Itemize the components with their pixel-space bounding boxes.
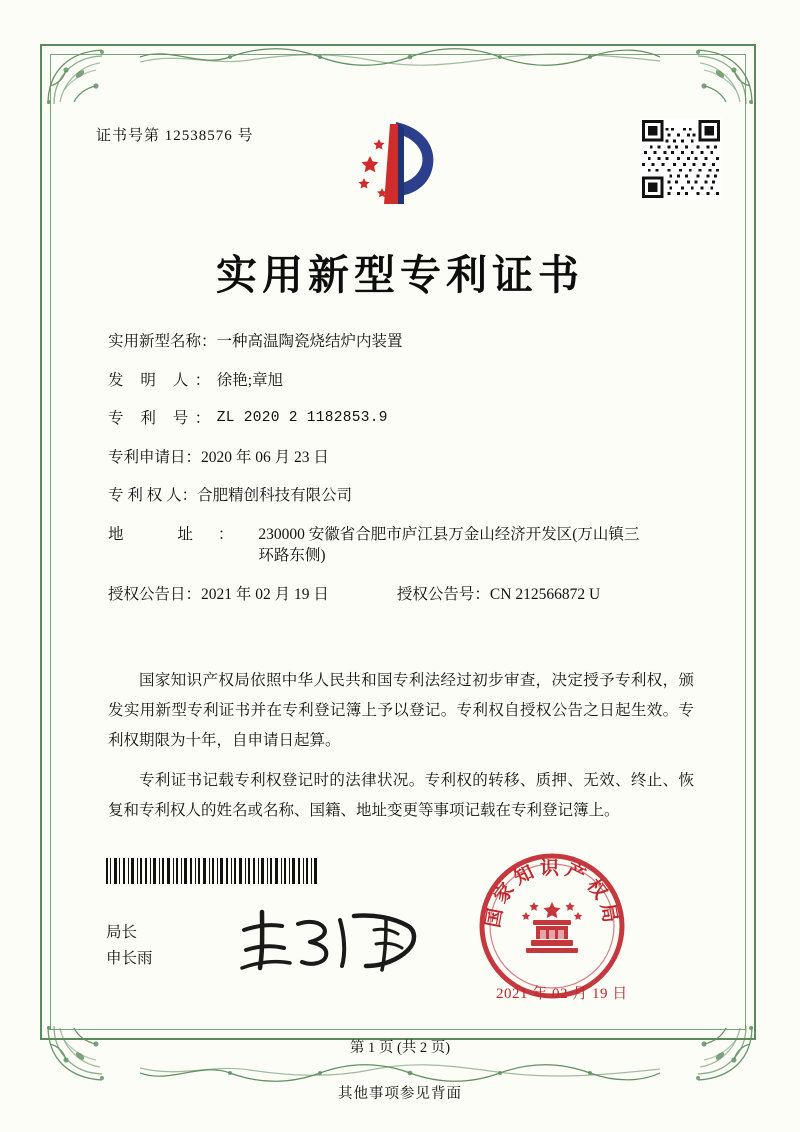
field-value: 2021 年 02 月 19 日 bbox=[201, 585, 329, 603]
field-patent-number bbox=[108, 411, 708, 427]
paragraph-1: 国家知识产权局依照中华人民共和国专利法经过初步审查，决定授予专利权，颁发实用新型专利证书并在专利登记簿上予以登记。专利权自授权公告之日起生效。专利权期限为十年，自申请日起算。 bbox=[108, 672, 694, 749]
border-ornament-bottom bbox=[140, 1062, 660, 1084]
certificate-number: 证书号第 12538576 号 bbox=[96, 128, 254, 144]
barcode-icon bbox=[106, 858, 318, 884]
field-label: 专利申请日： bbox=[108, 448, 202, 466]
field-label: 发 明 人： bbox=[108, 371, 217, 389]
qr-code-icon bbox=[640, 118, 722, 200]
field-label: 实用新型名称： bbox=[108, 333, 217, 350]
cnipa-logo-icon bbox=[340, 116, 452, 212]
field-label: 专 利 号： bbox=[108, 410, 217, 427]
corner-ornament-icon bbox=[664, 46, 756, 108]
field-label: 地 址： bbox=[108, 525, 259, 543]
field-value-group bbox=[258, 527, 708, 564]
field-label: 专 利 权 人： bbox=[108, 487, 198, 504]
address-line-2: 环路东侧) bbox=[258, 547, 326, 564]
field-grant-row bbox=[108, 587, 708, 603]
field-list bbox=[108, 334, 708, 625]
seal-text: 国家知识产权局 bbox=[482, 858, 622, 930]
svg-text:国家知识产权局 bbox=[482, 856, 622, 929]
field-label: 授权公告号： bbox=[396, 585, 490, 603]
field-value: 徐艳;章旭 bbox=[216, 371, 284, 389]
director-block bbox=[106, 920, 153, 972]
director-name: 申长雨 bbox=[106, 950, 153, 967]
page-number: 第 1 页 (共 2 页) bbox=[349, 1040, 451, 1056]
handwritten-signature-icon bbox=[236, 900, 426, 980]
field-value: ZL 2020 2 1182853.9 bbox=[216, 410, 388, 426]
official-seal bbox=[478, 852, 626, 1000]
field-patentee bbox=[108, 488, 708, 504]
corner-ornament-icon bbox=[44, 46, 136, 108]
seal-date: 2021 年 02 月 19 日 bbox=[496, 986, 628, 1002]
field-value: 一种高温陶瓷烧结炉内装置 bbox=[216, 333, 403, 350]
field-application-date bbox=[108, 450, 708, 466]
field-grant-number bbox=[397, 587, 600, 603]
address-line-1: 230000 安徽省合肥市庐江县万金山经济开发区(万山镇三 bbox=[258, 525, 640, 543]
border-ornament-top bbox=[140, 46, 660, 68]
field-inventor bbox=[108, 373, 708, 389]
field-value: 合肥精创科技有限公司 bbox=[197, 487, 353, 504]
field-value: CN 212566872 U bbox=[489, 585, 601, 603]
field-value: 2020 年 06 月 23 日 bbox=[201, 448, 329, 466]
paragraph-2: 专利证书记载专利权登记时的法律状况。专利权的转移、质押、无效、终止、恢复和专利权人的姓名或名称、国籍、地址变更等事项记载在专利登记簿上。 bbox=[108, 772, 694, 819]
footer-note: 其他事项参见背面 bbox=[338, 1086, 462, 1102]
field-grant-date bbox=[108, 587, 329, 603]
field-label: 授权公告日： bbox=[108, 585, 202, 603]
field-address bbox=[108, 527, 708, 564]
field-utility-model-name bbox=[108, 334, 708, 350]
legal-text bbox=[108, 666, 694, 836]
page-title: 实用新型专利证书 bbox=[216, 252, 584, 298]
director-label: 局长 bbox=[106, 924, 138, 941]
